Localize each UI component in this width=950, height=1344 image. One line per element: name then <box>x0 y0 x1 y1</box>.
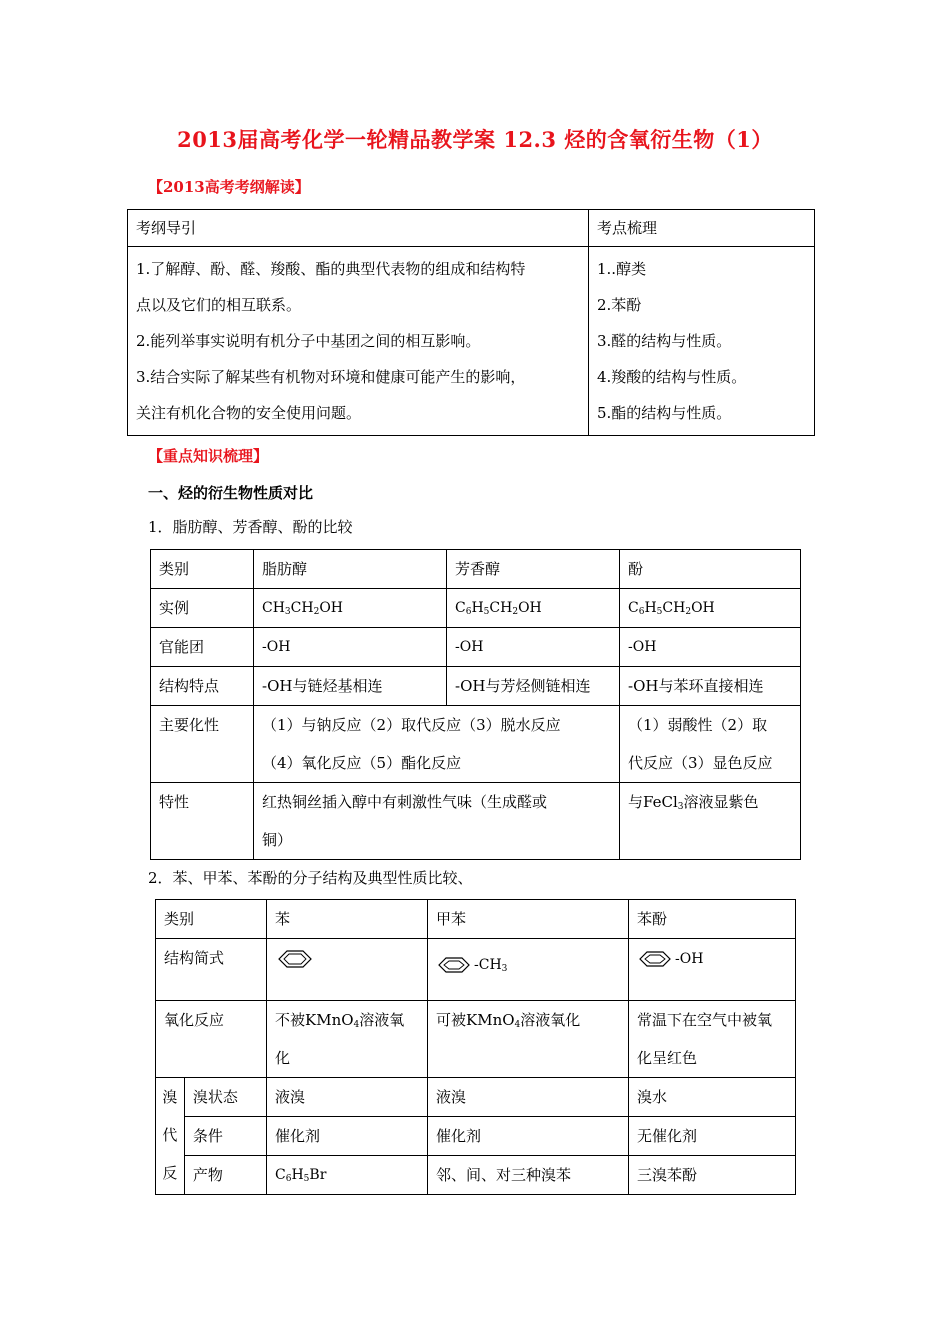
t3-cond-benzene: 催化剂 <box>267 1117 428 1156</box>
alcohol-table <box>150 549 801 860</box>
t2-group-label: 官能团 <box>151 628 254 667</box>
point-item: 4.羧酸的结构与性质。 <box>597 368 747 386</box>
guide-line: 关注有机化合物的安全使用问题。 <box>136 404 362 422</box>
section-key-heading: 【重点知识梳理】 <box>148 447 269 465</box>
t2-header-aliphatic: 脂肪醇 <box>254 550 447 589</box>
t2-example-aliphatic: $CH_3CH_2OH$ <box>254 589 447 628</box>
guide-line: 点以及它们的相互联系。 <box>136 296 302 314</box>
t3-header-toluene: 甲苯 <box>428 900 629 939</box>
t3-ox-toluene: 可被KMnO$_4$溶液氧化 <box>428 1001 629 1078</box>
point-item: 2.苯酚 <box>597 296 642 314</box>
t3-formula-toluene: $-CH_3$ <box>428 939 629 1001</box>
t3-state-label: 溴状态 <box>184 1078 266 1117</box>
t3-prod-label: 产物 <box>184 1156 266 1195</box>
section-exam-heading: 【2013高考考纲解读】 <box>148 178 310 196</box>
t2-struct-aliphatic: -OH与链烃基相连 <box>254 667 447 706</box>
t2-special-label: 特性 <box>151 783 254 860</box>
subheading-alcohols: 1．脂肪醇、芳香醇、酚的比较 <box>148 518 353 536</box>
t3-cond-label: 条件 <box>184 1117 266 1156</box>
t3-header-phenol: 苯酚 <box>629 900 796 939</box>
benzene-table <box>155 899 796 1195</box>
toluene-ring-icon <box>436 955 474 975</box>
t3-formula-phenol: -OH <box>629 939 796 1001</box>
t2-example-phenol: $C_6H_5CH_2OH$ <box>620 589 801 628</box>
t2-special-phenol: 与FeCl$_3$溶液显紫色 <box>620 783 801 860</box>
heading-derivatives: 一、烃的衍生物性质对比 <box>148 484 314 502</box>
t2-header-phenol: 酚 <box>620 550 801 589</box>
t2-group-aliphatic: -OH <box>254 628 447 667</box>
t2-special-alcohol: 红热铜丝插入醇中有刺激性气味（生成醛或 铜） <box>254 783 620 860</box>
benzene-ring-icon <box>275 948 315 970</box>
t3-prod-phenol: 三溴苯酚 <box>629 1156 796 1195</box>
exam-table <box>127 209 815 436</box>
page-title: 2013届高考化学一轮精品教学案 12.3 烃的含氧衍生物（1） <box>177 127 773 152</box>
t2-struct-label: 结构特点 <box>151 667 254 706</box>
t2-struct-aromatic: -OH与芳烃侧链相连 <box>447 667 620 706</box>
subheading-benzene: 2．苯、甲苯、苯酚的分子结构及典型性质比较、 <box>148 869 473 887</box>
t3-state-benzene: 液溴 <box>267 1078 428 1117</box>
exam-header-guide: 考纲导引 <box>128 210 589 247</box>
t2-chem-alcohol: （1）与钠反应（2）取代反应（3）脱水反应 （4）氧化反应（5）酯化反应 <box>254 706 620 783</box>
t3-ox-benzene: 不被KMnO$_4$溶液氧 化 <box>267 1001 428 1078</box>
t2-header-aromatic: 芳香醇 <box>447 550 620 589</box>
exam-header-points: 考点梳理 <box>589 210 815 247</box>
t3-formula-label: 结构简式 <box>156 939 267 1001</box>
t3-header-category: 类别 <box>156 900 267 939</box>
t3-cond-toluene: 催化剂 <box>428 1117 629 1156</box>
t3-state-phenol: 溴水 <box>629 1078 796 1117</box>
t3-state-toluene: 液溴 <box>428 1078 629 1117</box>
t2-header-category: 类别 <box>151 550 254 589</box>
t3-formula-benzene <box>267 939 428 1001</box>
t3-ox-phenol: 常温下在空气中被氧 化呈红色 <box>629 1001 796 1078</box>
t2-chem-phenol: （1）弱酸性（2）取 代反应（3）显色反应 <box>620 706 801 783</box>
t3-ox-label: 氧化反应 <box>156 1001 267 1078</box>
guide-line: 2.能列举事实说明有机分子中基团之间的相互影响。 <box>136 332 481 350</box>
t2-struct-phenol: -OH与苯环直接相连 <box>620 667 801 706</box>
t2-group-aromatic: -OH <box>447 628 620 667</box>
t2-chem-label: 主要化性 <box>151 706 254 783</box>
exam-points-cell <box>589 247 815 436</box>
guide-line: 1.了解醇、酚、醛、羧酸、酯的典型代表物的组成和结构特 <box>136 260 526 278</box>
guide-line: 3.结合实际了解某些有机物对环境和健康可能产生的影响， <box>136 368 526 386</box>
point-item: 1..醇类 <box>597 260 647 278</box>
t3-header-benzene: 苯 <box>267 900 428 939</box>
exam-guide-cell <box>128 247 589 436</box>
t2-example-label: 实例 <box>151 589 254 628</box>
t3-prod-benzene: $C_6H_5Br$ <box>267 1156 428 1195</box>
t2-group-phenol: -OH <box>620 628 801 667</box>
t3-bromo-label: 溴 代 反 <box>156 1078 185 1195</box>
t3-cond-phenol: 无催化剂 <box>629 1117 796 1156</box>
t2-example-aromatic: $C_6H_5CH_2OH$ <box>447 589 620 628</box>
t3-prod-toluene: 邻、间、对三种溴苯 <box>428 1156 629 1195</box>
phenol-ring-icon <box>637 949 675 969</box>
point-item: 5.酯的结构与性质。 <box>597 404 732 422</box>
point-item: 3.醛的结构与性质。 <box>597 332 732 350</box>
